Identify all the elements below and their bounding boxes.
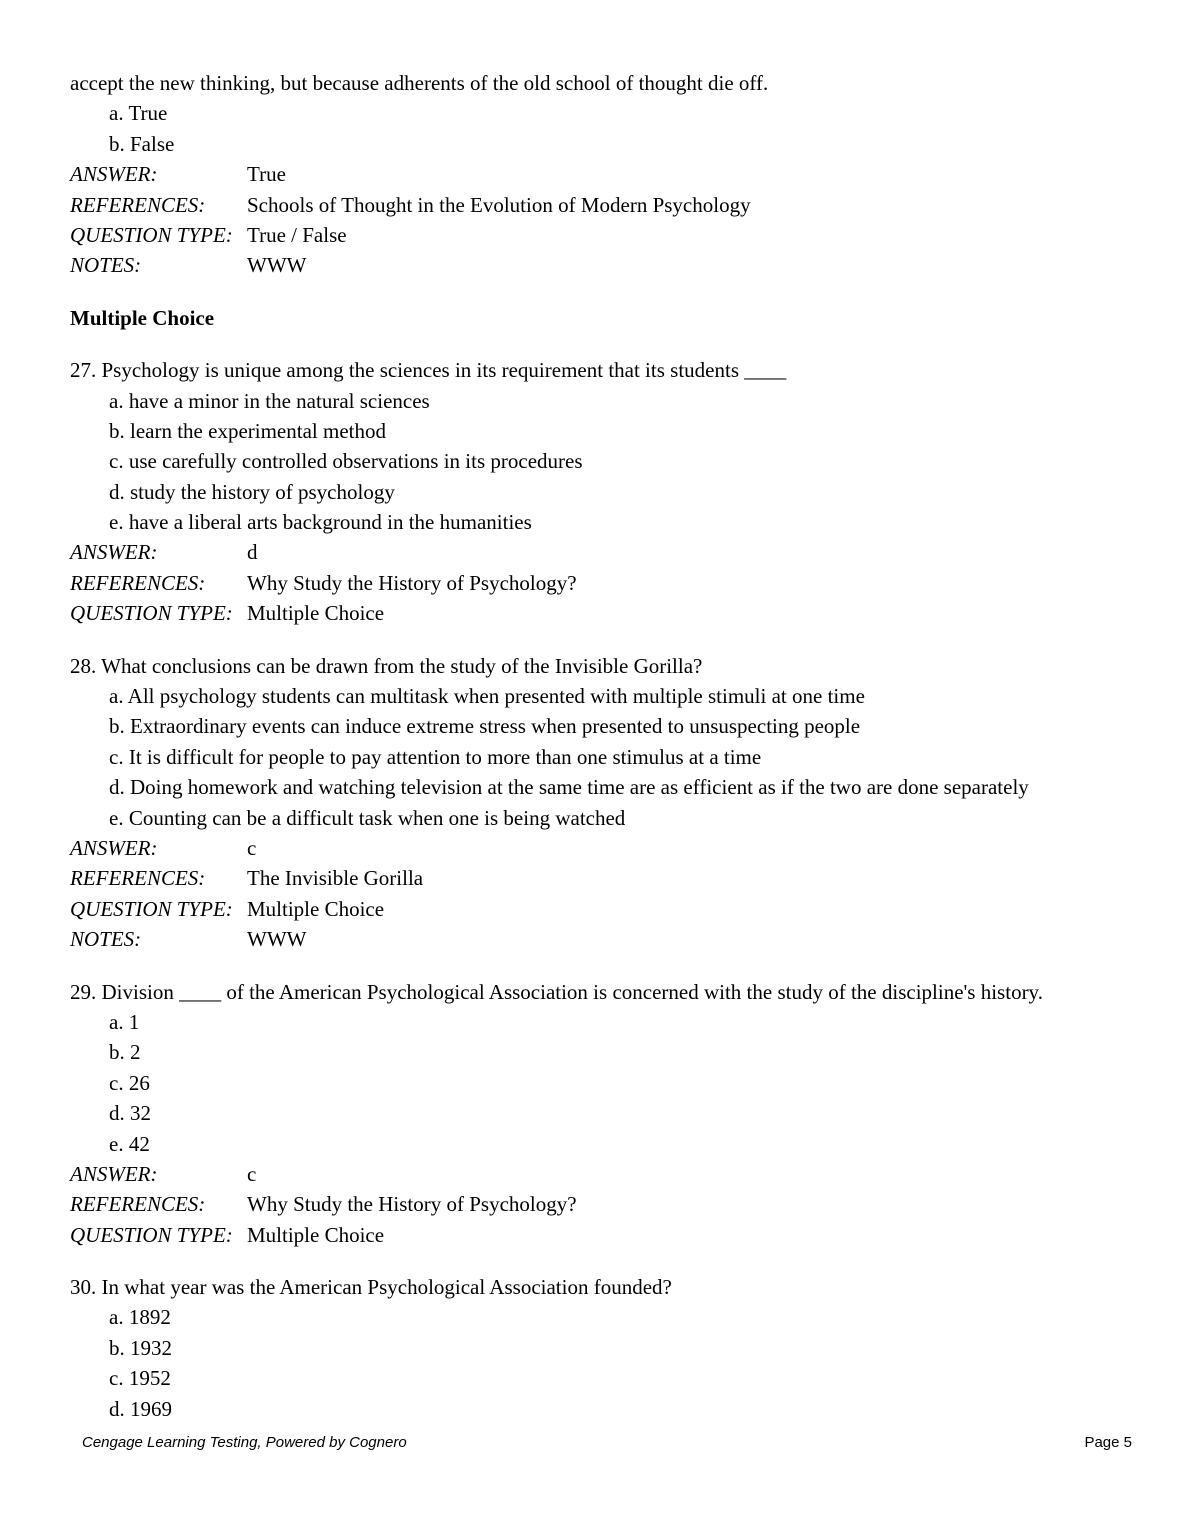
answer-choice: c. 26: [109, 1070, 150, 1095]
answer-row: [70, 1159, 1130, 1189]
references-row: [70, 863, 1130, 893]
answer-choice: b. 2: [109, 1040, 141, 1065]
meta-label: QUESTION TYPE:: [70, 222, 233, 247]
meta-value: Why Study the History of Psychology?: [247, 1192, 577, 1217]
answer-choice: a. True: [109, 101, 168, 126]
references-row: [70, 568, 1130, 598]
meta-value: Schools of Thought in the Evolution of Modern Psychology: [247, 192, 751, 217]
meta-label: NOTES:: [70, 927, 142, 952]
meta-value: d: [247, 540, 258, 565]
meta-label: ANSWER:: [70, 835, 158, 860]
answer-choice: a. All psychology students can multitask when presented with multiple stimuli at one time: [109, 684, 865, 709]
answer-choice: a. 1892: [109, 1305, 171, 1330]
question-26-continuation: [70, 68, 1130, 281]
answer-choice: e. Counting can be a difficult task when one is being watched: [109, 805, 626, 830]
page-footer: [82, 1432, 1132, 1454]
meta-value: WWW: [247, 253, 307, 278]
answer-choice: b. 1932: [109, 1335, 172, 1360]
answer-choice: b. False: [109, 131, 175, 156]
meta-value: WWW: [247, 927, 307, 952]
question-stem: 27. Psychology is unique among the sciences in its requirement that its students ____: [70, 358, 787, 383]
answer-choice: a. have a minor in the natural sciences: [109, 388, 430, 413]
question-30: [70, 1272, 1130, 1424]
meta-label: ANSWER:: [70, 1161, 158, 1186]
page-content: [70, 68, 1130, 1424]
meta-value: Why Study the History of Psychology?: [247, 570, 577, 595]
answer-choice: a. 1: [109, 1009, 140, 1034]
answer-choice: e. have a liberal arts background in the humanities: [109, 510, 532, 535]
question-29: [70, 977, 1130, 1251]
answer-choice: e. 42: [109, 1131, 150, 1156]
question-stem: 29. Division ____ of the American Psychological Association is concerned with the study of the discipline's history.: [70, 979, 1043, 1004]
question-stem-continuation: accept the new thinking, but because adherents of the old school of thought die off.: [70, 71, 769, 95]
question-27: [70, 355, 1130, 629]
question-stem: 30. In what year was the American Psychological Association founded?: [70, 1275, 672, 1300]
answer-choice: c. It is difficult for people to pay attention to more than one stimulus at a time: [109, 744, 762, 769]
meta-label: ANSWER:: [70, 162, 158, 187]
answer-row: [70, 833, 1130, 863]
answer-row: [70, 159, 1130, 189]
question-type-row: [70, 220, 1130, 250]
page-number: Page 5: [1084, 1434, 1132, 1451]
footer-publisher: Cengage Learning Testing, Powered by Cognero: [82, 1434, 407, 1451]
question-type-row: [70, 598, 1130, 628]
meta-label: NOTES:: [70, 253, 142, 278]
answer-choice: d. study the history of psychology: [109, 479, 395, 504]
meta-label: QUESTION TYPE:: [70, 601, 233, 626]
question-stem: 28. What conclusions can be drawn from the study of the Invisible Gorilla?: [70, 653, 703, 678]
notes-row: [70, 250, 1130, 280]
meta-value: Multiple Choice: [247, 896, 385, 921]
meta-value: The Invisible Gorilla: [247, 866, 424, 891]
meta-value: c: [247, 1161, 257, 1186]
answer-row: [70, 537, 1130, 567]
answer-choice: d. 32: [109, 1101, 151, 1126]
meta-value: True: [247, 162, 286, 187]
meta-value: True / False: [247, 222, 347, 247]
question-type-row: [70, 1220, 1130, 1250]
section-heading: Multiple Choice: [70, 305, 215, 330]
meta-value: c: [247, 835, 257, 860]
answer-choice: b. learn the experimental method: [109, 418, 386, 443]
notes-row: [70, 924, 1130, 954]
answer-choice: c. use carefully controlled observations in its procedures: [109, 449, 583, 474]
answer-choice: c. 1952: [109, 1366, 171, 1391]
meta-label: REFERENCES:: [70, 1192, 206, 1217]
meta-label: QUESTION TYPE:: [70, 896, 233, 921]
meta-label: ANSWER:: [70, 540, 158, 565]
meta-label: REFERENCES:: [70, 866, 206, 891]
meta-value: Multiple Choice: [247, 601, 385, 626]
references-row: [70, 190, 1130, 220]
meta-value: Multiple Choice: [247, 1222, 385, 1247]
answer-choice: d. 1969: [109, 1396, 172, 1421]
references-row: [70, 1189, 1130, 1219]
answer-choice: b. Extraordinary events can induce extreme stress when presented to unsuspecting people: [109, 714, 861, 739]
answer-choice: d. Doing homework and watching television at the same time are as efficient as if the two are done separately: [109, 775, 1029, 800]
meta-label: QUESTION TYPE:: [70, 1222, 233, 1247]
meta-label: REFERENCES:: [70, 570, 206, 595]
question-28: [70, 651, 1130, 955]
meta-label: REFERENCES:: [70, 192, 206, 217]
question-type-row: [70, 894, 1130, 924]
